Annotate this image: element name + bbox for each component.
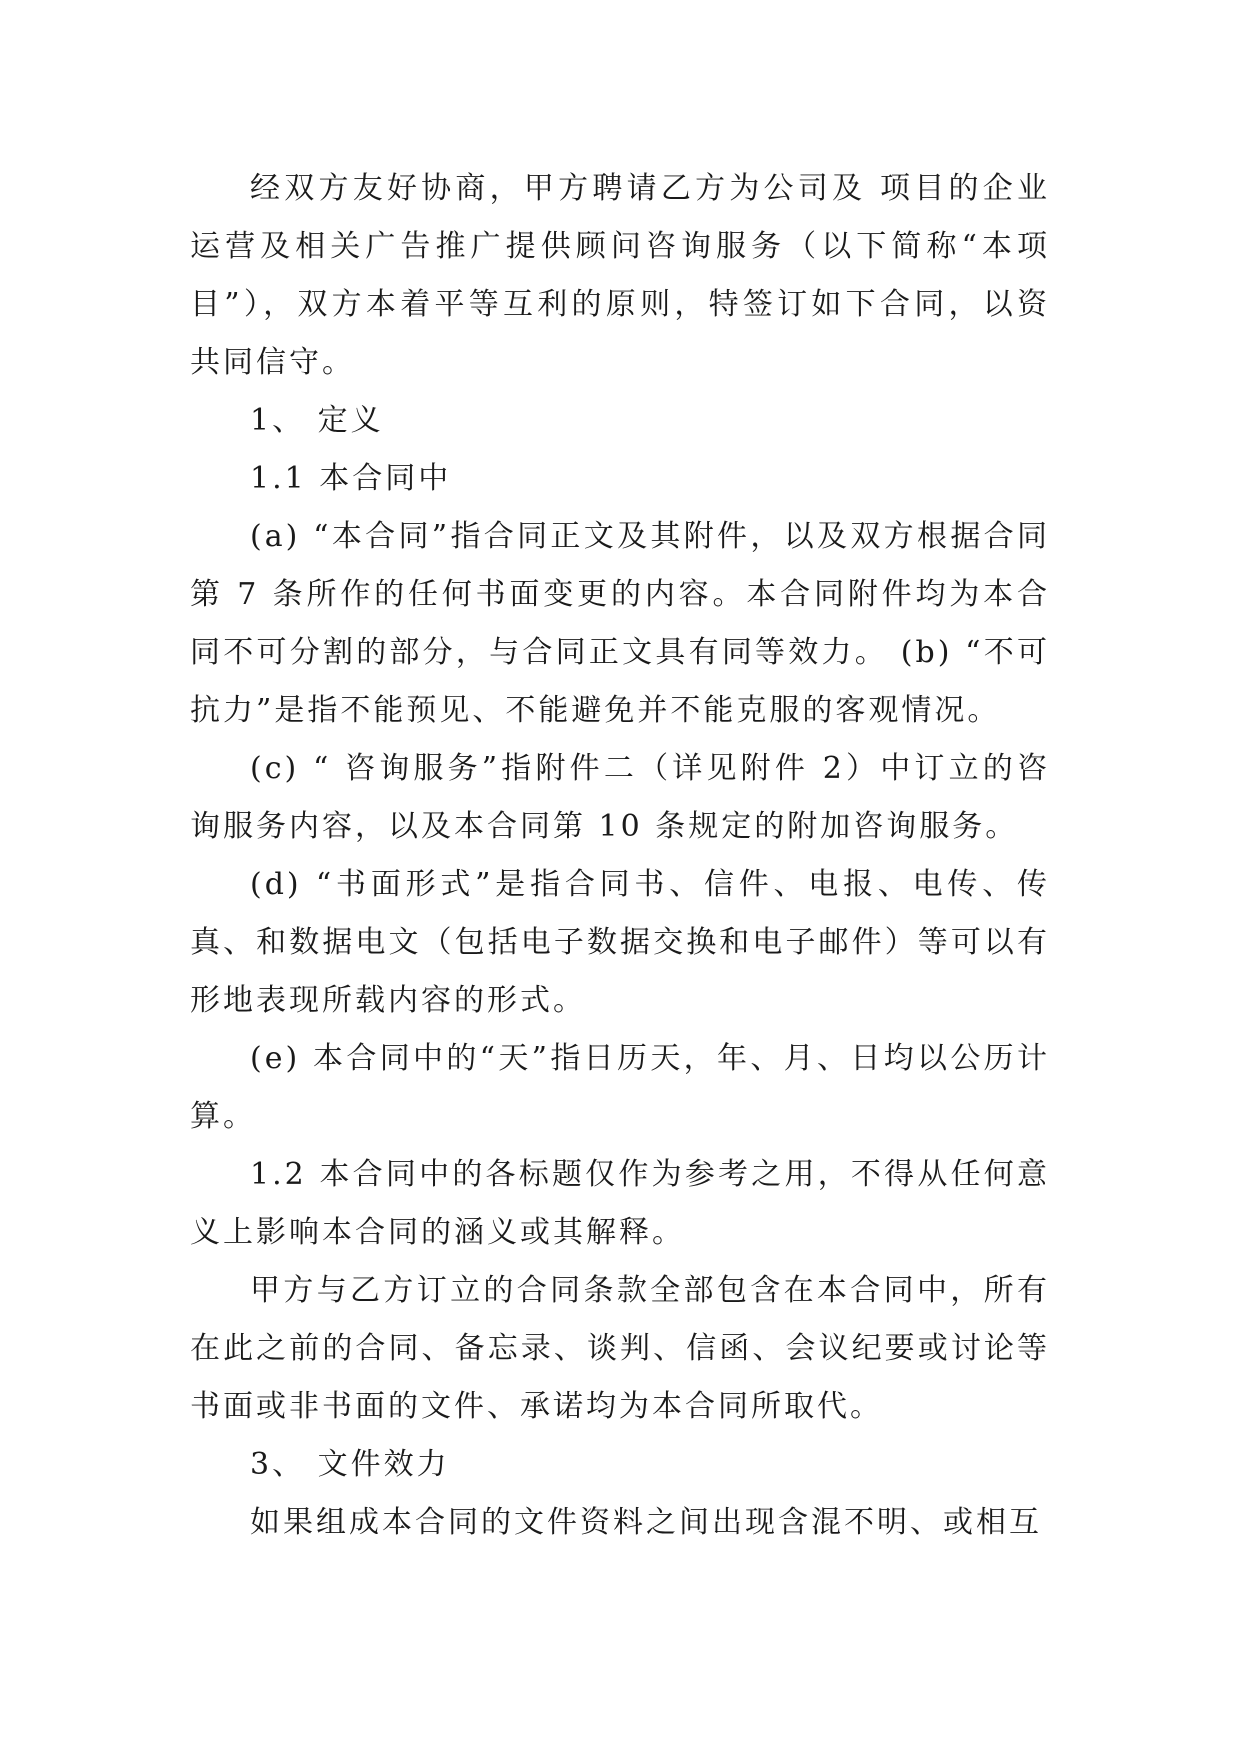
- clause-d-paragraph: (d) “书面形式”是指合同书、信件、电报、电传、传真、和数据电文（包括电子数据交换和电子邮件）等可以有形地表现所载内容的形式。: [190, 867, 1050, 1018]
- clause-e-paragraph: (e) 本合同中的“天”指日历天，年、月、日均以公历计算。: [190, 1041, 1050, 1134]
- clause-1-2-paragraph: 1.2 本合同中的各标题仅作为参考之用，不得从任何意义上影响本合同的涵义或其解释。: [190, 1157, 1050, 1250]
- contract-body: [190, 160, 1050, 1552]
- section-1-heading: 1、 定义: [250, 403, 384, 438]
- document-effect-paragraph: 如果组成本合同的文件资料之间出现含混不明、或相互: [250, 1505, 1042, 1540]
- section-3-heading: 3、 文件效力: [250, 1447, 450, 1482]
- clause-1-1-heading: 1.1 本合同中: [250, 461, 452, 496]
- entire-agreement-paragraph: 甲方与乙方订立的合同条款全部包含在本合同中，所有在此之前的合同、备忘录、谈判、信函、会议纪要或讨论等书面或非书面的文件、承诺均为本合同所取代。: [190, 1273, 1050, 1424]
- intro-paragraph: 经双方友好协商，甲方聘请乙方为公司及 项目的企业运营及相关广告推广提供顾问咨询服务（以下简称“本项目”），双方本着平等互利的原则，特签订如下合同，以资共同信守。: [190, 171, 1050, 380]
- clause-a-b-paragraph: (a) “本合同”指合同正文及其附件，以及双方根据合同第 7 条所作的任何书面变更的内容。本合同附件均为本合同不可分割的部分，与合同正文具有同等效力。 (b) “不可抗力”是指不能预见、不能避免并不能克服的客观情况。: [190, 519, 1050, 728]
- clause-c-paragraph: (c) “ 咨询服务”指附件二（详见附件 2）中订立的咨询服务内容，以及本合同第 10 条规定的附加咨询服务。: [190, 751, 1050, 844]
